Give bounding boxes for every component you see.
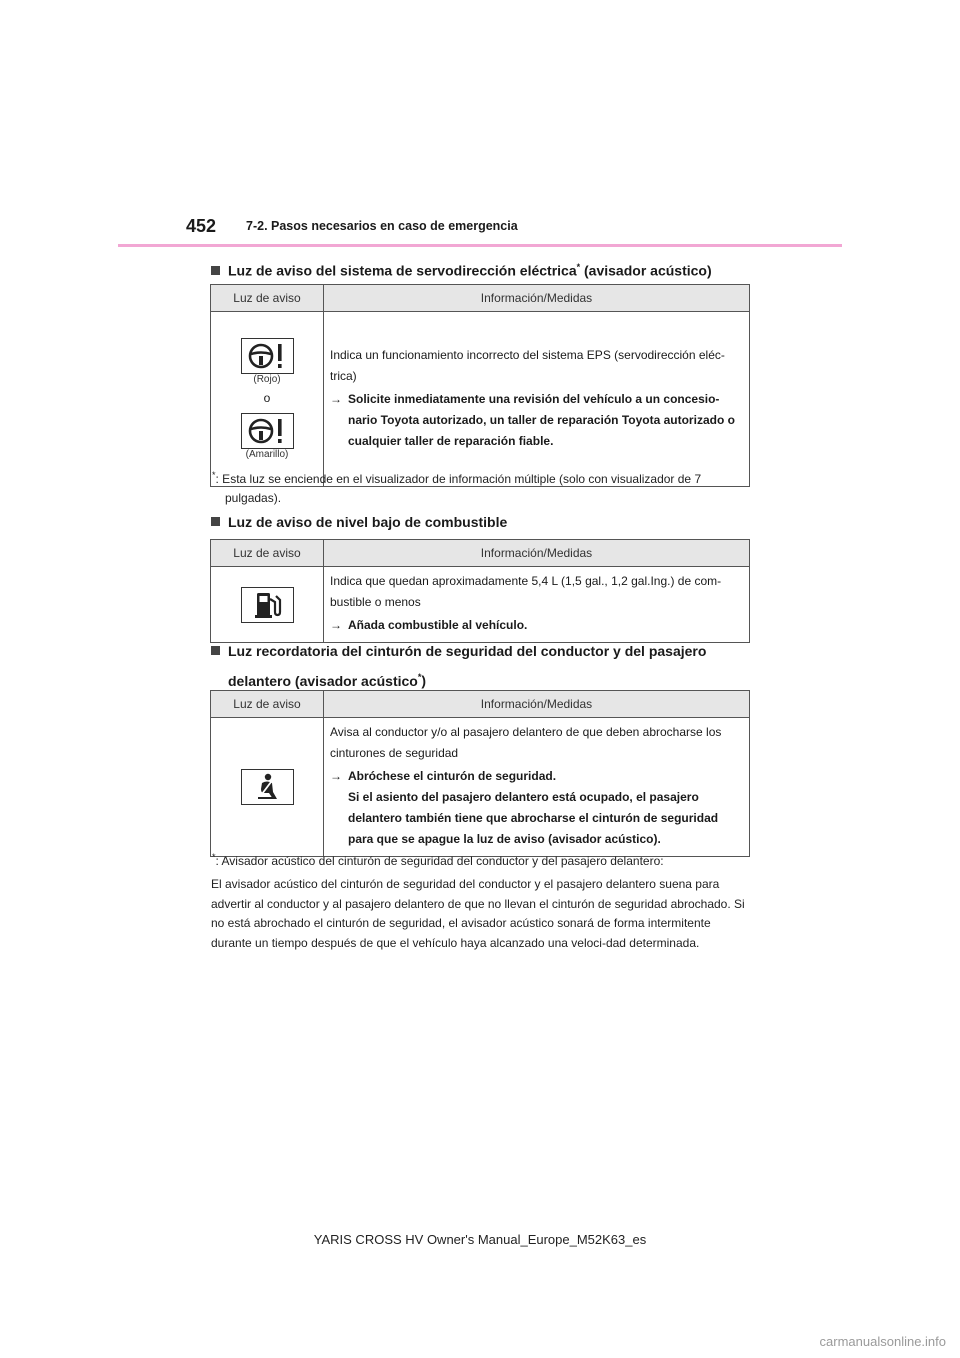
column-header-info: Información/Medidas: [324, 285, 750, 312]
eps-action-text: Solicite inmediatamente una revisión del vehículo a un concesio-nario Toyota autorizado, un taller de reparación Toyota autorizado o cualquier taller de reparación fiable.: [348, 391, 735, 448]
footnote-text: : Avisador acústico del cinturón de seguridad del conductor y del pasajero delantero:: [215, 854, 664, 868]
footnote-mark: *: [576, 262, 581, 272]
fuel-action-text: Añada combustible al vehículo.: [348, 618, 528, 632]
eps-warning-table: [210, 284, 750, 487]
fuel-info-cell: [324, 567, 750, 643]
title-text-suffix: (avisador acústico): [580, 262, 712, 279]
column-header-light: Luz de aviso: [211, 540, 324, 567]
seatbelt-paragraph: El avisador acústico del cinturón de seguridad del conductor y el pasajero delantero suena para advertir al conductor y al pasajero delantero de que no llevan el cinturón de seguridad abrochado. Si no está abrochado el cinturón de seguridad, el avisador acústico sonará de forma intermitente durante un tiempo después de que el vehículo haya alcanzado una veloci-dad determinada.: [211, 877, 745, 950]
fuel-info-text: Indica que quedan aproximadamente 5,4 L (1,5 gal., 1,2 gal.Ing.) de com-bustible o menos: [330, 574, 722, 609]
footnote-mark: *: [417, 672, 422, 682]
fuel-icon-cell: [211, 567, 324, 643]
seatbelt-reminder-icon: [241, 769, 294, 805]
page-number: 452: [186, 216, 217, 236]
column-header-info: Información/Medidas: [324, 540, 750, 567]
square-bullet-icon: [211, 646, 220, 655]
eps-info-cell: [324, 312, 750, 487]
title-text-close: ): [421, 672, 427, 689]
eps-info-text: Indica un funcionamiento incorrecto del sistema EPS (servodirección eléc-trica): [330, 347, 725, 383]
caption-red: (Rojo): [253, 374, 281, 385]
seatbelt-info-cell: [324, 718, 750, 857]
title-text: Luz de aviso de nivel bajo de combustible: [228, 514, 508, 530]
eps-action: [330, 389, 743, 452]
watermark: carmanualsonline.info: [819, 1334, 946, 1349]
column-header-light: Luz de aviso: [211, 691, 324, 718]
arrow-icon: →: [330, 391, 342, 406]
fuel-warning-table: [210, 539, 750, 643]
fuel-action: [330, 615, 743, 636]
arrow-icon: →: [330, 618, 342, 632]
seatbelt-action-line2: Si el asiento del pasajero delantero está ocupado, el pasajero delantero también tiene que abrocharse el cinturón de seguridad para que se apague la luz de aviso (avisador acústico).: [348, 790, 719, 846]
square-bullet-icon: [211, 266, 220, 275]
eps-icon-cell: [211, 312, 324, 487]
footnote-text: : Esta luz se enciende en el visualizador de información múltiple (solo con visualizador de 7: [215, 472, 702, 486]
section-title-fuel: [211, 509, 507, 535]
footnote-text-cont: pulgadas).: [225, 491, 282, 505]
seatbelt-action-line1: Abróchese el cinturón de seguridad.: [348, 769, 557, 783]
section-title-seatbelt: [211, 638, 706, 694]
arrow-icon: →: [330, 769, 342, 783]
seatbelt-icon-cell: [211, 718, 324, 857]
seatbelt-info-text: Avisa al conductor y/o al pasajero delantero de que deben abrocharse los cinturones de seguridad: [330, 725, 722, 760]
steering-warning-icon-red: [241, 338, 294, 374]
footnote-mark: *: [212, 852, 216, 862]
seatbelt-footnote: [212, 848, 664, 871]
header-rule: [118, 244, 842, 247]
square-bullet-icon: [211, 517, 220, 526]
manual-footer: YARIS CROSS HV Owner's Manual_Europe_M52K63_es: [313, 1232, 647, 1247]
column-header-light: Luz de aviso: [211, 285, 324, 312]
column-header-info: Información/Medidas: [324, 691, 750, 718]
section-title-eps: [211, 254, 712, 284]
eps-footnote: [212, 466, 701, 508]
fuel-pump-icon: [241, 587, 294, 623]
caption-yellow: (Amarillo): [245, 449, 289, 460]
or-text: o: [263, 391, 271, 405]
seatbelt-warning-table: [210, 690, 750, 857]
seatbelt-action: [330, 766, 743, 850]
title-text: Luz recordatoria del cinturón de seguridad del conductor y del pasajero: [228, 643, 707, 659]
steering-warning-icon-yellow: [241, 413, 294, 449]
chapter-heading: 7-2. Pasos necesarios en caso de emergencia: [246, 219, 518, 233]
footnote-mark: *: [212, 470, 216, 480]
title-text-line2: delantero (avisador acústico: [228, 672, 418, 689]
title-text: Luz de aviso del sistema de servodirección eléctrica: [228, 262, 577, 279]
